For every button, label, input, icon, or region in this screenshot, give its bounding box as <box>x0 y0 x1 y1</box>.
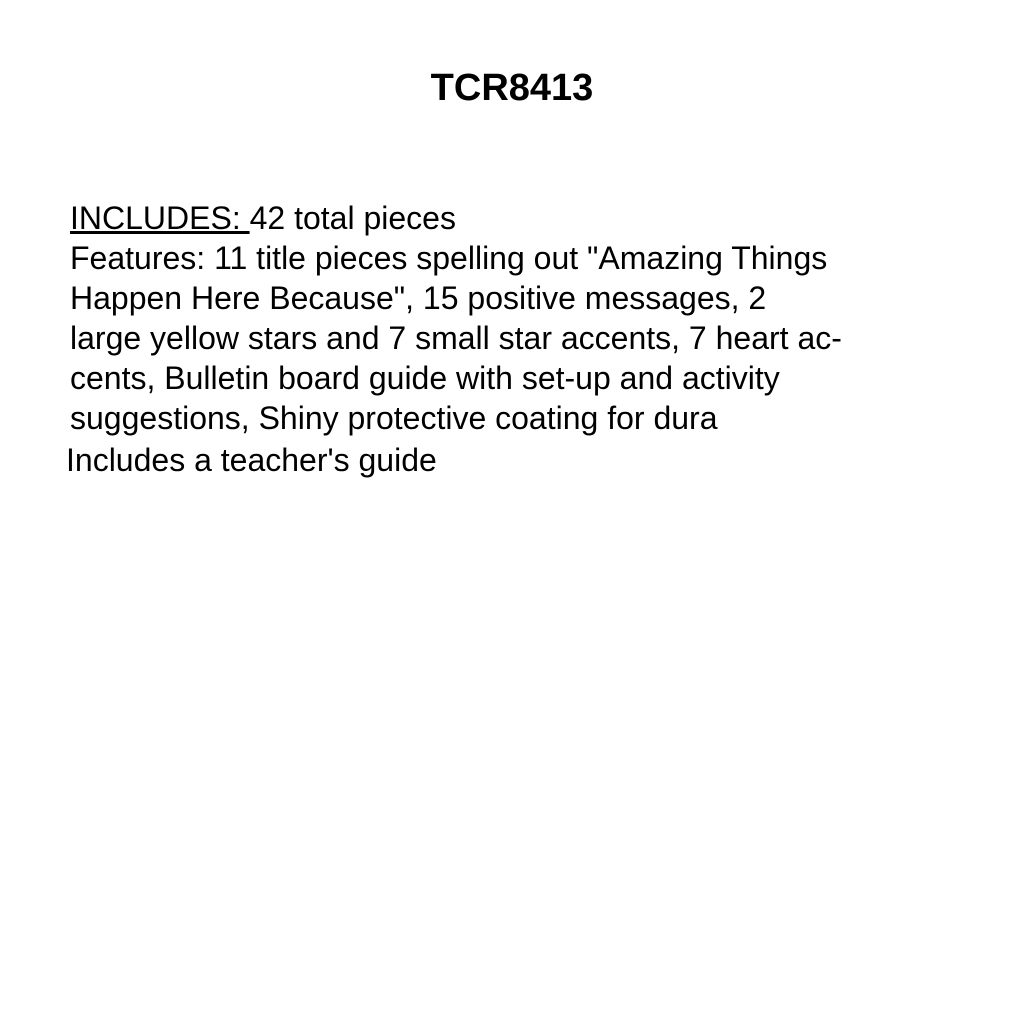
includes-line <box>70 198 456 238</box>
features-line-1: Features: 11 title pieces spelling out "Amazing Things <box>70 240 828 276</box>
product-code-title: TCR8413 <box>430 67 594 109</box>
features-line-5: suggestions, Shiny protective coating for dura <box>70 400 718 436</box>
features-line-3: large yellow stars and 7 small star accents, 7 heart ac- <box>70 320 842 356</box>
includes-value: 42 total pieces <box>249 200 456 236</box>
includes-label: INCLUDES: <box>70 200 250 236</box>
teacher-guide-line: Includes a teacher's guide <box>66 442 437 478</box>
features-line-4: cents, Bulletin board guide with set-up and activity <box>70 360 780 396</box>
features-line-2: Happen Here Because", 15 positive messages, 2 <box>70 280 767 316</box>
